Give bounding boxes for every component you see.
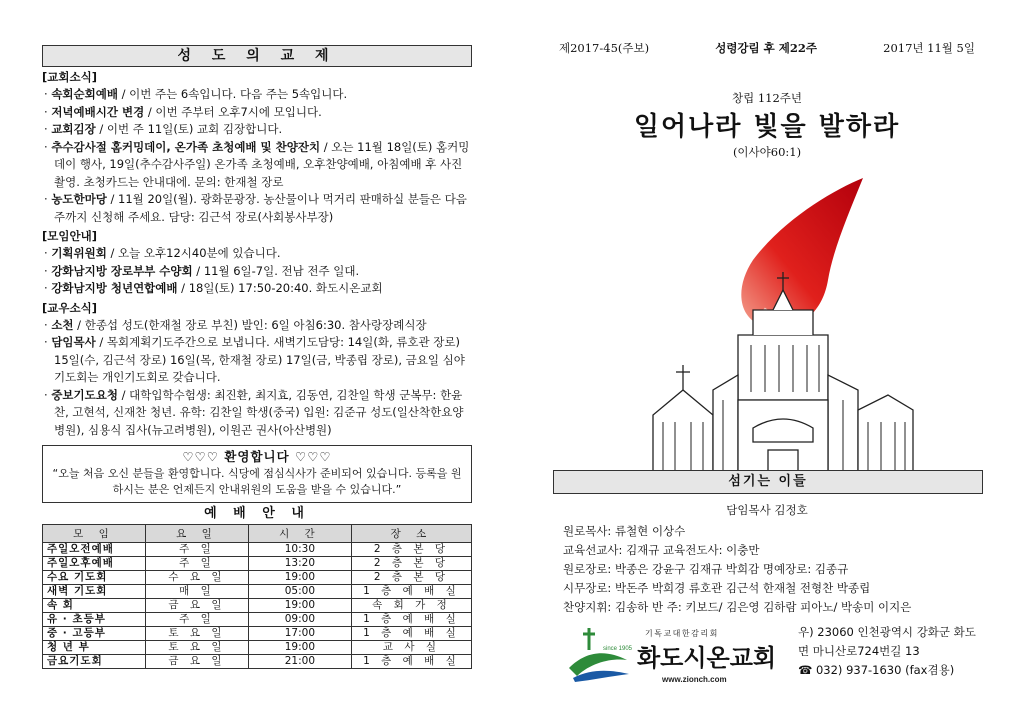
church-news-section <box>42 69 472 226</box>
logo-since: since 1905 <box>603 646 633 652</box>
table-cell: 19:00 <box>248 571 351 585</box>
table-cell: 1 층 예 배 실 <box>351 613 471 627</box>
phone-line: ☎ 032) 937-1630 (fax겸용) <box>798 663 955 677</box>
staff-line: 시무장로: 박돈주 박희경 류호관 김근석 한재철 전형찬 박종립 <box>563 581 871 595</box>
table-cell: 1 층 예 배 실 <box>351 627 471 641</box>
table-row <box>43 543 472 557</box>
table-header-row <box>43 525 472 543</box>
scripture-reference: (이사야60:1) <box>732 145 802 159</box>
welcome-box <box>42 445 472 503</box>
left-page <box>42 45 472 669</box>
table-cell: 21:00 <box>248 655 351 669</box>
news-item: · 저녁예배시간 변경 / 이번 주부터 오후7시에 모입니다. <box>44 104 322 119</box>
main-title: 일어나라 빛을 발하라 <box>633 112 901 142</box>
table-cell: 주 일 <box>145 557 248 571</box>
staff-line: 원로목사: 류철현 이상수 <box>563 524 686 538</box>
issue-number: 제2017-45(주보) <box>559 41 650 55</box>
address-line: 우) 23060 인천광역시 강화군 화도 <box>798 625 976 639</box>
table-cell: 주 일 <box>145 543 248 557</box>
table-cell: 매 일 <box>145 585 248 599</box>
staff-line: 교육선교사: 김재규 교육전도사: 이충만 <box>563 543 760 557</box>
member-item: · 담임목사 / 목회계획기도주간으로 보냅니다. 새벽기도담당: 14일(화, 류호관 장로) 15일(수, 김근석 장로) 16일(목, 한재철 장로) 17일(금, 박종립 장로), 금요일 심야기도회는 개인기도회로 갖습니다. <box>44 335 465 384</box>
table-row <box>43 613 472 627</box>
table-row <box>43 585 472 599</box>
member-item: · 중보기도요청 / 대학입학수험생: 최진환, 최지효, 김동연, 김찬일 학생 군복무: 한윤찬, 고현석, 신재찬 청년. 유학: 김찬일 학생(중국) 입원: 김준규 성도(일산착한요양병원), 심용식 집사(뉴고려병원), 이원곤 권사(아산병원) <box>44 387 464 437</box>
church-address <box>798 623 976 680</box>
table-cell: 토 요 일 <box>145 641 248 655</box>
table-row <box>43 655 472 669</box>
section-heading: [교회소식] <box>42 70 97 84</box>
table-cell: 청 년 부 <box>43 641 146 655</box>
table-cell: 19:00 <box>248 641 351 655</box>
table-row <box>43 641 472 655</box>
table-cell: 13:20 <box>248 557 351 571</box>
table-cell: 05:00 <box>248 585 351 599</box>
table-cell: 수요 기도회 <box>43 571 146 585</box>
table-row <box>43 571 472 585</box>
senior-pastor: 담임목사 김정호 <box>726 503 808 517</box>
address-line: 면 마니산로724번길 13 <box>798 644 920 658</box>
table-row <box>43 627 472 641</box>
table-cell: 속 회 <box>43 599 146 613</box>
table-cell: 중 · 고등부 <box>43 627 146 641</box>
liturgical-season: 성령강림 후 제22주 <box>715 41 817 55</box>
col-header: 장 소 <box>351 525 471 543</box>
meetings-section <box>42 228 472 298</box>
servants-title: 섬기는 이들 <box>553 470 983 494</box>
logo-url: www.zionch.com <box>662 675 727 684</box>
news-item: · 추수감사절 홈커밍데이, 온가족 초청예배 및 찬양잔치 / 오는 11월 18일(토) 홈커밍데이 행사, 19일(추수감사주일) 온가족 초청예배, 오후찬양예배, 아침예배 후 사진촬영. 초청카드는 안내대에. 문의: 한재철 장로 <box>44 139 470 189</box>
section-heading: [모임안내] <box>42 229 97 243</box>
table-cell: 교 사 실 <box>351 641 471 655</box>
anniversary: 창립 112주년 <box>731 91 803 105</box>
bulletin-date: 2017년 11월 5일 <box>883 41 975 55</box>
news-item: · 교회김장 / 이번 주 11일(토) 교회 김장합니다. <box>44 122 283 136</box>
table-cell: 주일오전예배 <box>43 543 146 557</box>
member-item: · 소천 / 한종섭 성도(한재철 장로 부친) 발인: 6일 아침6:30. 참사랑장례식장 <box>44 317 427 332</box>
news-item: · 속회순회예배 / 이번 주는 6속입니다. 다음 주는 5속입니다. <box>44 87 348 101</box>
logo-name: 화도시온교회 <box>637 644 777 672</box>
table-cell: 금요기도회 <box>43 655 146 669</box>
meeting-item: · 강화남지방 장로부부 수양회 / 11월 6일-7일. 전남 전주 일대. <box>44 263 360 278</box>
flame-shape <box>741 178 863 328</box>
section-heading: [교우소식] <box>42 300 97 315</box>
table-cell: 주 일 <box>145 613 248 627</box>
col-header: 시 간 <box>248 525 351 543</box>
staff-list <box>563 522 981 617</box>
welcome-title: ♡♡♡ 환영합니다 ♡♡♡ <box>182 449 332 464</box>
church-flame-illustration <box>613 160 933 500</box>
table-cell: 2 층 본 당 <box>351 557 471 571</box>
service-table <box>42 524 472 669</box>
table-cell: 속 회 가 정 <box>351 599 471 613</box>
meeting-item: · 기획위원회 / 오늘 오후12시40분에 있습니다. <box>44 246 281 260</box>
table-cell: 토 요 일 <box>145 627 248 641</box>
table-row <box>43 557 472 571</box>
table-cell: 2 층 본 당 <box>351 543 471 557</box>
table-cell: 2 층 본 당 <box>351 571 471 585</box>
table-cell: 1 층 예 배 실 <box>351 655 471 669</box>
table-row <box>43 599 472 613</box>
church-building <box>633 272 923 482</box>
welcome-body: “오늘 처음 오신 분들을 환영합니다. 식당에 점심식사가 준비되어 있습니다. 등록을 원하시는 분은 언제든지 안내위원의 도움을 받을 수 있습니다.” <box>52 467 462 496</box>
staff-line: 원로장로: 박종은 강윤구 김재규 박희감 명예장로: 김종규 <box>563 562 849 576</box>
table-cell: 19:00 <box>248 599 351 613</box>
logo-org: 기독교대한감리회 <box>645 629 719 638</box>
members-news-section <box>42 300 472 440</box>
fellowship-title: 성 도 의 교 제 <box>42 45 472 67</box>
meeting-item: · 강화남지방 청년연합예배 / 18일(토) 17:50-20:40. 화도시온교회 <box>44 281 383 295</box>
right-page <box>553 40 981 684</box>
church-logo <box>567 620 797 690</box>
table-cell: 새벽 기도회 <box>43 585 146 599</box>
staff-line: 찬양지휘: 김송하 반 주: 키보드/ 김은영 김하람 피아노/ 박송미 이지은 <box>563 600 912 614</box>
table-cell: 1 층 예 배 실 <box>351 585 471 599</box>
col-header: 모 임 <box>43 525 146 543</box>
table-cell: 수 요 일 <box>145 571 248 585</box>
table-cell: 금 요 일 <box>145 599 248 613</box>
service-guide-title: 예 배 안 내 <box>204 506 310 521</box>
table-cell: 17:00 <box>248 627 351 641</box>
table-cell: 10:30 <box>248 543 351 557</box>
table-cell: 유 · 초등부 <box>43 613 146 627</box>
news-item: · 농도한마당 / 11월 20일(월). 광화문광장. 농산물이나 먹거리 판매하실 분들은 다음 주까지 신청해 주세요. 담당: 김근석 장로(사회봉사부장) <box>44 192 467 224</box>
table-cell: 금 요 일 <box>145 655 248 669</box>
table-cell: 주일오후예배 <box>43 557 146 571</box>
col-header: 요 일 <box>145 525 248 543</box>
table-cell: 09:00 <box>248 613 351 627</box>
logo-cross-icon <box>583 628 595 650</box>
bulletin-header <box>553 40 981 56</box>
